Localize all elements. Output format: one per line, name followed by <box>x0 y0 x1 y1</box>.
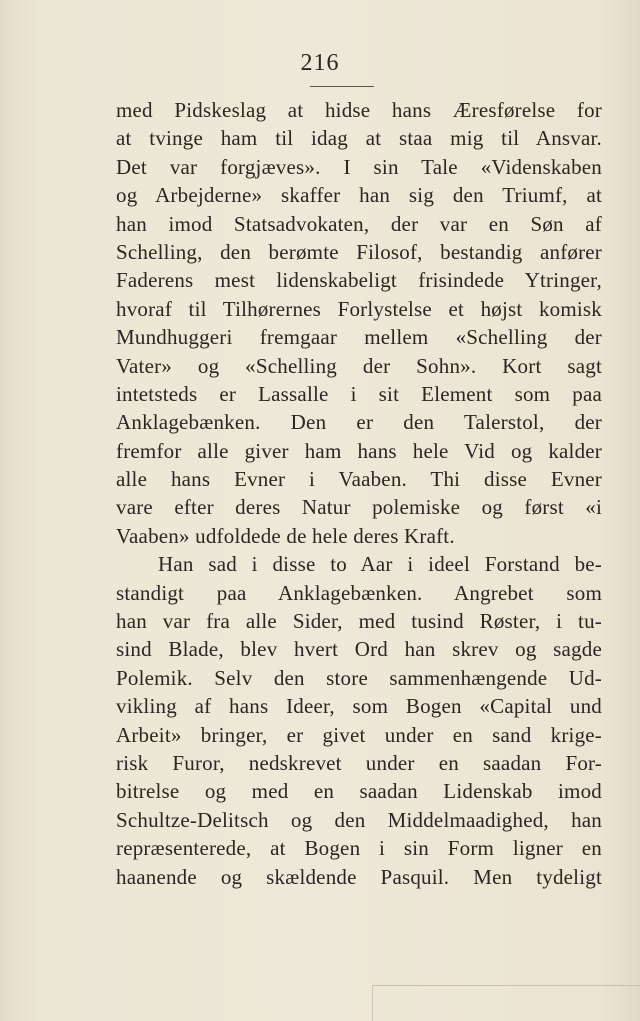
text-line: repræsenterede, at Bogen i sin Form ligner en <box>116 836 602 861</box>
page-edge-line <box>372 985 373 1021</box>
text-line: Vaaben» udfoldede de hele deres Kraft. <box>116 523 455 548</box>
text-line: Anklagebænken. Den er den Talerstol, der <box>116 410 602 435</box>
text-line: sind Blade, blev hvert Ord han skrev og sagde <box>116 637 602 662</box>
text-line: Polemik. Selv den store sammenhængende Ud- <box>116 665 602 690</box>
text-line: med Pidskeslag at hidse hans Æresførelse for <box>116 98 602 122</box>
text-line: risk Furor, nedskrevet under en saadan For- <box>116 750 602 775</box>
page-number-rule <box>310 86 374 87</box>
text-line: og Arbejderne» skaffer han sig den Triumf, at <box>116 183 602 208</box>
page-edge-line <box>372 985 640 986</box>
text-line: hvoraf til Tilhørernes Forlystelse et højst komisk <box>116 296 602 321</box>
text-line: han var fra alle Sider, med tusind Røster, i tu- <box>116 609 602 634</box>
text-line: haanende og skældende Pasquil. Men tydeligt <box>116 864 602 889</box>
text-line: vikling af hans Ideer, som Bogen «Capital und <box>116 694 602 719</box>
text-line: standigt paa Anklagebænken. Angrebet som <box>116 580 602 605</box>
text-line: at tvinge ham til idag at staa mig til Ansvar. <box>116 126 602 151</box>
text-line: intetsteds er Lassalle i sit Element som paa <box>116 381 602 406</box>
text-line: Han sad i disse to Aar i ideel Forstand be- <box>158 552 602 577</box>
text-line: alle hans Evner i Vaaben. Thi disse Evner <box>116 467 602 492</box>
page-number: 216 <box>300 50 340 76</box>
text-line: Schultze-Delitsch og den Middelmaadighed, han <box>116 807 602 832</box>
text-line: fremfor alle giver ham hans hele Vid og kalder <box>116 438 602 463</box>
text-line: Schelling, den berømte Filosof, bestandig anfører <box>116 239 602 264</box>
body-text <box>116 96 602 891</box>
text-line: Vater» og «Schelling der Sohn». Kort sagt <box>116 353 602 378</box>
text-line: Mundhuggeri fremgaar mellem «Schelling der <box>116 325 602 350</box>
text-line: han imod Statsadvokaten, der var en Søn af <box>116 211 602 236</box>
text-line: Arbeit» bringer, er givet under en sand krige- <box>116 722 602 747</box>
text-line: bitrelse og med en saadan Lidenskab imod <box>116 779 602 804</box>
text-line: Faderens mest lidenskabeligt frisindede Ytringer, <box>116 268 602 293</box>
text-line: Det var forgjæves». I sin Tale «Videnskaben <box>116 154 602 179</box>
text-line: vare efter deres Natur polemiske og først «i <box>116 495 602 520</box>
